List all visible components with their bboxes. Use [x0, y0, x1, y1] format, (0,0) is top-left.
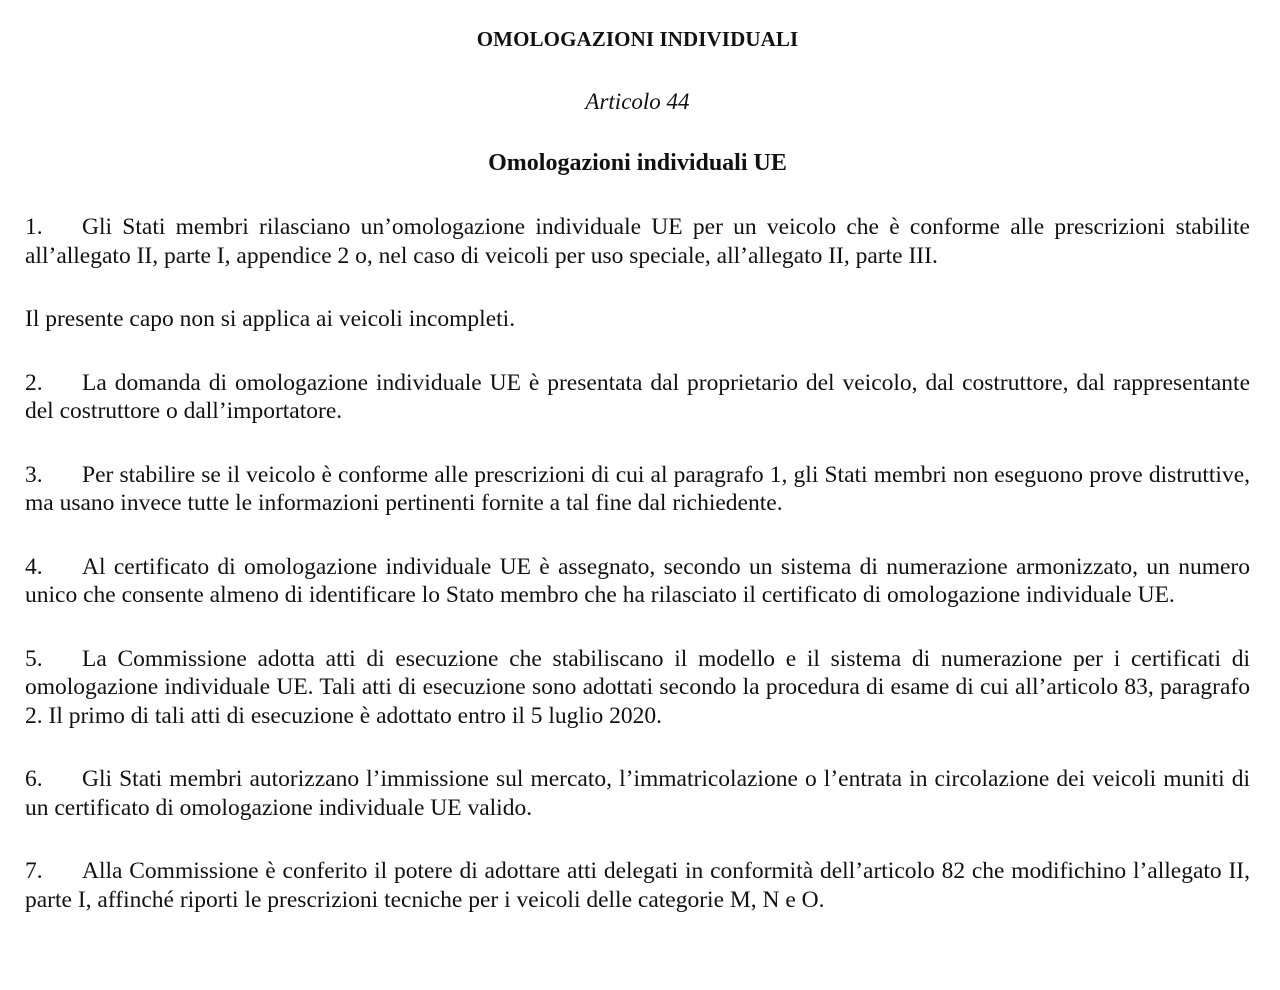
paragraph-1 — [25, 213, 1250, 270]
paragraph-text: Gli Stati membri rilasciano un’omologazione individuale UE per un veicolo che è conforme alle prescrizioni stabilite all’allegato II, parte I, appendice 2 o, nel caso di veicoli per uso speciale, all’allegato II, parte III. — [25, 214, 1250, 269]
paragraph-6 — [25, 765, 1250, 822]
chapter-title: OMOLOGAZIONI INDIVIDUALI — [476, 27, 799, 51]
paragraph-number: 6. — [25, 766, 43, 792]
paragraph-number: 5. — [25, 645, 43, 672]
paragraph-number: 2. — [25, 369, 43, 396]
paragraph-text: La Commissione adotta atti di esecuzione che stabiliscano il modello e il sistema di numerazione per i certificati di omologazione individuale UE. Tali atti di esecuzione sono adottati secondo la procedura di esame di cui all’articolo 83, paragrafo 2. Il primo di tali atti di esecuzione è adottato entro il 5 luglio 2020. — [25, 645, 1250, 729]
paragraph-number: 3. — [25, 461, 43, 488]
paragraph-number: 1. — [25, 214, 43, 240]
paragraph-2 — [25, 369, 1250, 426]
paragraph-text: Per stabilire se il veicolo è conforme alle prescrizioni di cui al paragrafo 1, gli Stati membri non eseguono prove distruttive, ma usano invece tutte le informazioni pertinenti fornite a tal fine dal richiedente. — [25, 461, 1250, 516]
paragraph-3 — [25, 461, 1250, 518]
paragraph-text: La domanda di omologazione individuale UE è presentata dal proprietario del veicolo, dal costruttore, dal rappresentante del costruttore o dall’importatore. — [25, 369, 1250, 424]
paragraph-5 — [25, 645, 1250, 731]
paragraph-number: 7. — [25, 858, 43, 884]
paragraph-text: Il presente capo non si applica ai veicoli incompleti. — [25, 306, 516, 332]
paragraph-text: Gli Stati membri autorizzano l’immissione sul mercato, l’immatricolazione o l’entrata in circolazione dei veicoli muniti di un certificato di omologazione individuale UE valido. — [25, 766, 1250, 821]
paragraph-text: Al certificato di omologazione individuale UE è assegnato, secondo un sistema di numerazione armonizzato, un numero unico che consente almeno di identificare lo Stato membro che ha rilasciato il certificato di omologazione individuale UE. — [25, 553, 1250, 608]
paragraph-4 — [25, 553, 1250, 610]
article-number: Articolo 44 — [585, 89, 690, 114]
paragraph-1-subparagraph — [25, 305, 1250, 334]
paragraph-7 — [25, 857, 1250, 914]
paragraph-text: Alla Commissione è conferito il potere di adottare atti delegati in conformità dell’articolo 82 che modifichino l’allegato II, parte I, affinché riporti le prescrizioni tecniche per i veicoli delle categorie M, N e O. — [25, 858, 1250, 913]
article-title: Omologazioni individuali UE — [488, 150, 787, 176]
paragraph-number: 4. — [25, 553, 43, 580]
